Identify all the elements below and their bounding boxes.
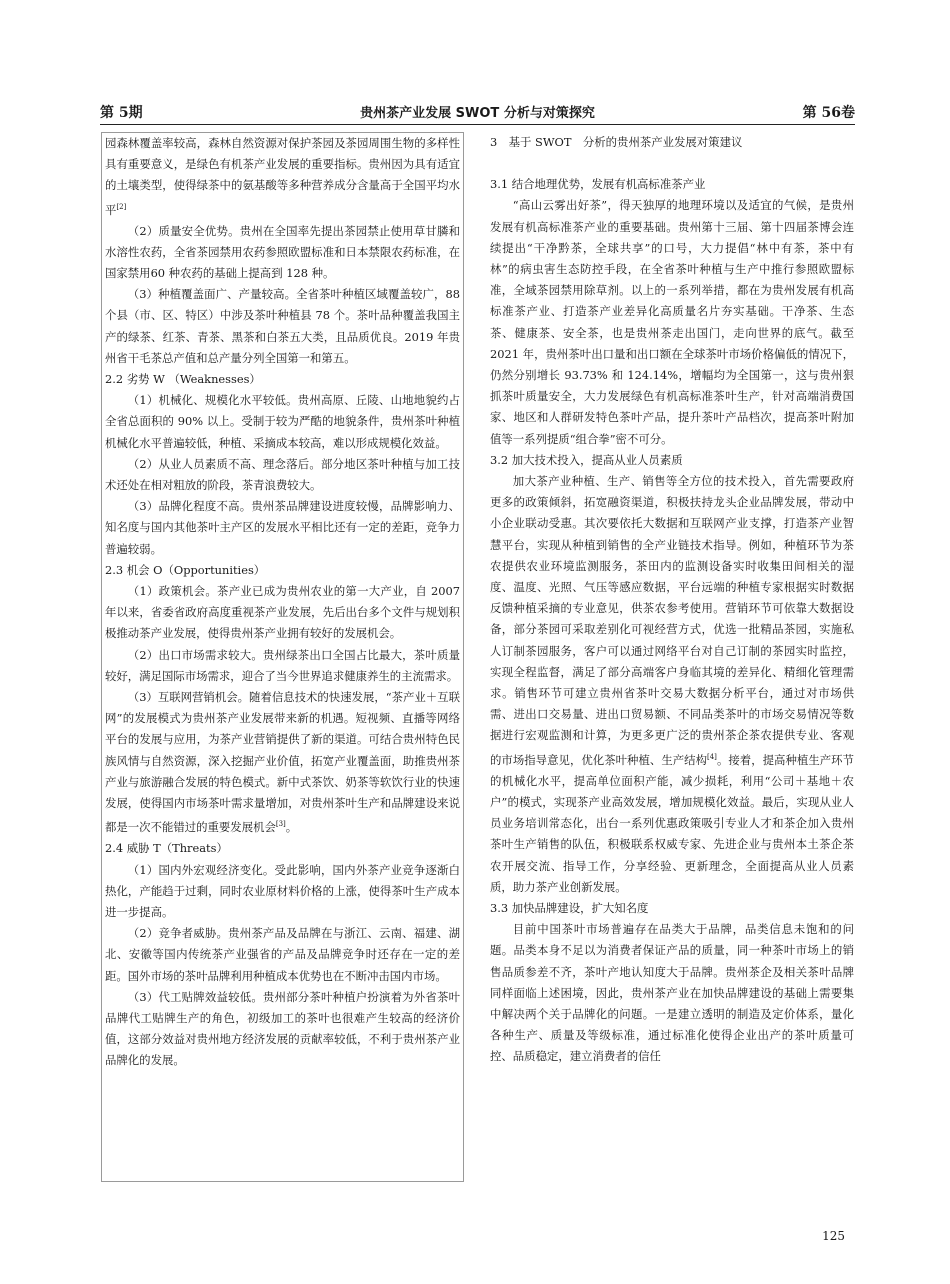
paragraph: “高山云雾出好茶”，得天独厚的地理环境以及适宜的气候，是贵州发展有机高标准茶产业的重要基础。贵州第十三届、第十四届茶博会连续提出“干净黔茶，全球共享”的口号，大力提倡“林中有茶，茶中有林”的病虫害生态防控手段，在全省茶叶种植与生产中推行参照欧盟标准，全域茶园禁用除草剂。以上的一系列举措，都在为贵州发展有机高标准茶产业、打造茶产业差异化高质量名片夯实基础。干净茶、生态茶、健康茶、安全茶，也是贵州茶走出国门，走向世界的底气。截至2021 年，贵州茶叶出口量和出口额在全球茶叶市场价格偏低的情况下，仍然分别增长 93.73% 和 124.14%，增幅均为全国第一，这与贵州狠抓茶叶质量安全，大力发展绿色有机高标准茶叶生产，针对高端消费国家、地区和人群研发特色茶叶产品，提升茶叶产品档次，提高茶叶附加值等一系列提质“组合拳”密不可分。 xyxy=(490,198,854,446)
header-rule xyxy=(100,124,855,125)
paragraph: （3）种植覆盖面广、产量较高。全省茶叶种植区域覆盖较广，88 个县（市、区、特区）中涉及茶叶种植县 78 个。茶叶品种覆盖我国主产的绿茶、红茶、青茶、黑茶和白茶五大类，且品质优良。2019 年贵州省干毛茶总产值和总产量分列全国第一和第五。 xyxy=(105,287,460,365)
citation-3: [3] xyxy=(275,820,286,829)
paragraph: （3）品牌化程度不高。贵州茶品牌建设进度较慢，品牌影响力、知名度与国内其他茶叶主产区的发展水平相比还有一定的差距，竞争力普遍较弱。 xyxy=(105,499,460,556)
paragraph: （2）质量安全优势。贵州在全国率先提出茶园禁止使用草甘膦和水溶性农药，全省茶园禁用农药参照欧盟标准和日本禁限农药标准，在国家禁用60 种农药的基础上提高到 128 种。 xyxy=(105,223,460,281)
paragraph: （2）从业人员素质不高、理念落后。部分地区茶叶种植与加工技术还处在相对粗放的阶段，茶青浪费较大。 xyxy=(105,456,460,493)
paragraph: （1）政策机会。茶产业已成为贵州农业的第一大产业，自 2007 年以来，省委省政府高度重视茶产业发展，先后出台多个文件与规划积极推动茶产业发展，使得贵州茶产业拥有较好的发展机会。 xyxy=(105,584,460,641)
citation-2: [2] xyxy=(116,202,127,211)
paragraph: 加大茶产业种植、生产、销售等全方位的技术投入，首先需要政府更多的政策倾斜，拓宽融资渠道，积极扶持龙头企业品牌发展，带动中小企业联动受惠。其次要依托大数据和互联网产业支撑，打造茶产业智慧平台，实现从种植到销售的全产业链技术指导。例如，种植环节为茶农提供农业环境监测服务，茶田内的监测设备实时收集田间相关的湿度、温度、光照、气压等感应数据，平台远端的种植专家根据实时数据反馈种植采摘的专业意见，供茶农参考使用。营销环节可依靠大数据设备，部分茶园可采取差别化可视经营方式，优选一批精品茶园，实施私人订制茶园服务，客户可以通过网络平台对自己订制的茶园实时监控，实现全程监督，满足了部分高端客户身临其境的差异化、精细化管理需求。销售环节可建立贵州省茶叶交易大数据分析平台，通过对市场供需、进出口交易量、进出口贸易额、不同品类茶叶的市场交易情况等数据进行宏观监测和计算，为更多更广泛的贵州茶企茶农提供专业、客观的市场指导意见，优化茶叶种植、生产结构[4]。接着，提高种植生产环节的机械化水平，提高单位面积产能，减少损耗，利用“公司＋基地＋农户”的模式，实现茶产业高效发展，增加规模化效益。最后，实现从业人员业务培训常态化，出台一系列优惠政策吸引专业人才和茶企加入贵州茶叶生产销售的队伍，积极联系权威专家、先进企业与贵州本土茶企茶农开展交流、指导工作，分享经验、更新理念，全面提高从业人员素质，助力茶产业创新发展。 xyxy=(490,474,854,894)
section-heading-3: 3 基于 SWOT 分析的贵州茶产业发展对策建议 xyxy=(490,135,743,149)
paragraph: 园森林覆盖率较高，森林自然资源对保护茶园及茶园周围生物的多样性具有重要意义，是绿色有机茶产业发展的重要指标。贵州因为具有适宜的土壤类型，使得绿茶中的氨基酸等多种营养成分含量高于全国平均水平[2] xyxy=(105,136,460,217)
paragraph: （1）国内外宏观经济变化。受此影响，国内外茶产业竞争逐渐白热化，产能趋于过剩，同时农业原材料价格的上涨，使得茶叶生产成本进一步提高。 xyxy=(105,862,460,919)
right-column xyxy=(490,132,854,1182)
paragraph: （3）互联网营销机会。随着信息技术的快速发展，“茶产业＋互联网”的发展模式为贵州茶产业发展带来新的机遇。短视频、直播等网络平台的发展与应用，为茶产业营销提供了新的渠道。可结合贵州特色民族风情与自然资源，深入挖掘产业价值，拓宽产业覆盖面，助推贵州茶产业与旅游融合发展的特色模式。新中式茶饮、奶茶等软饮行业的快速发展，使得国内市场茶叶需求量增加，对贵州茶叶生产和品牌建设来说都是一次不能错过的重要发展机会[3]。 xyxy=(105,690,460,835)
issue-number: 第 5期 xyxy=(100,105,143,121)
spacer xyxy=(490,153,854,174)
section-heading-3-3: 3.3 加快品牌建设，扩大知名度 xyxy=(490,900,649,915)
article-title: 贵州茶产业发展 SWOT 分析与对策探究 xyxy=(360,106,595,121)
paragraph: （1）机械化、规模化水平较低。贵州高原、丘陵、山地地貌约占全省总面积的 90% 以上。受制于较为严酷的地貌条件，贵州茶叶种植机械化水平普遍较低，种植、采摘成本较高，难以形成规模化效益。 xyxy=(105,393,460,450)
section-heading-3-1: 3.1 结合地理优势，发展有机高标准茶产业 xyxy=(490,177,706,192)
section-heading-3-2: 3.2 加大技术投入，提高从业人员素质 xyxy=(490,452,683,467)
paragraph: （2）竞争者威胁。贵州茶产品及品牌在与浙江、云南、福建、湖北、安徽等国内传统茶产业强省的产品及品牌竞争时还存在一定的差距。国外市场的茶叶品牌利用种植成本优势也在不断冲击国内市场。 xyxy=(105,926,460,983)
paragraph: 目前中国茶叶市场普遍存在品类大于品牌，品类信息未饱和的问题。品类本身不足以为消费者保证产品的质量，同一种茶叶市场上的销售品质参差不齐，茶叶产地认知度大于品牌。贵州茶企及相关茶叶品牌同样面临上述困境，因此，贵州茶产业在加快品牌建设的基础上需要集中解决两个关于品牌化的问题。一是建立透明的制造及定价体系，量化各种生产、质量及等级标准，通过标准化使得企业出产的茶叶质量可控、品质稳定，建立消费者的信任 xyxy=(490,922,854,1064)
paragraph: （2）出口市场需求较大。贵州绿茶出口全国占比最大，茶叶质量较好，满足国际市场需求，迎合了当今世界追求健康养生的主流需求。 xyxy=(105,647,460,683)
section-heading-2-4: 2.4 威胁 T（Threats） xyxy=(105,841,228,856)
page-number: 125 xyxy=(822,1229,845,1243)
volume-number: 第 56卷 xyxy=(802,105,855,121)
section-heading-2-2: 2.2 劣势 W （Weaknesses） xyxy=(105,372,261,387)
section-heading-2-3: 2.3 机会 O（Opportunities） xyxy=(105,562,266,577)
left-column xyxy=(101,132,464,1182)
citation-4: [4] xyxy=(707,752,717,761)
paragraph: （3）代工贴牌效益较低。贵州部分茶叶种植户扮演着为外省茶叶品牌代工贴牌生产的角色，初级加工的茶叶也很难产生较高的经济价值，这部分效益对贵州地方经济发展的贡献率较低，不利于贵州茶产业品牌化的发展。 xyxy=(105,989,460,1068)
running-header xyxy=(100,100,855,122)
